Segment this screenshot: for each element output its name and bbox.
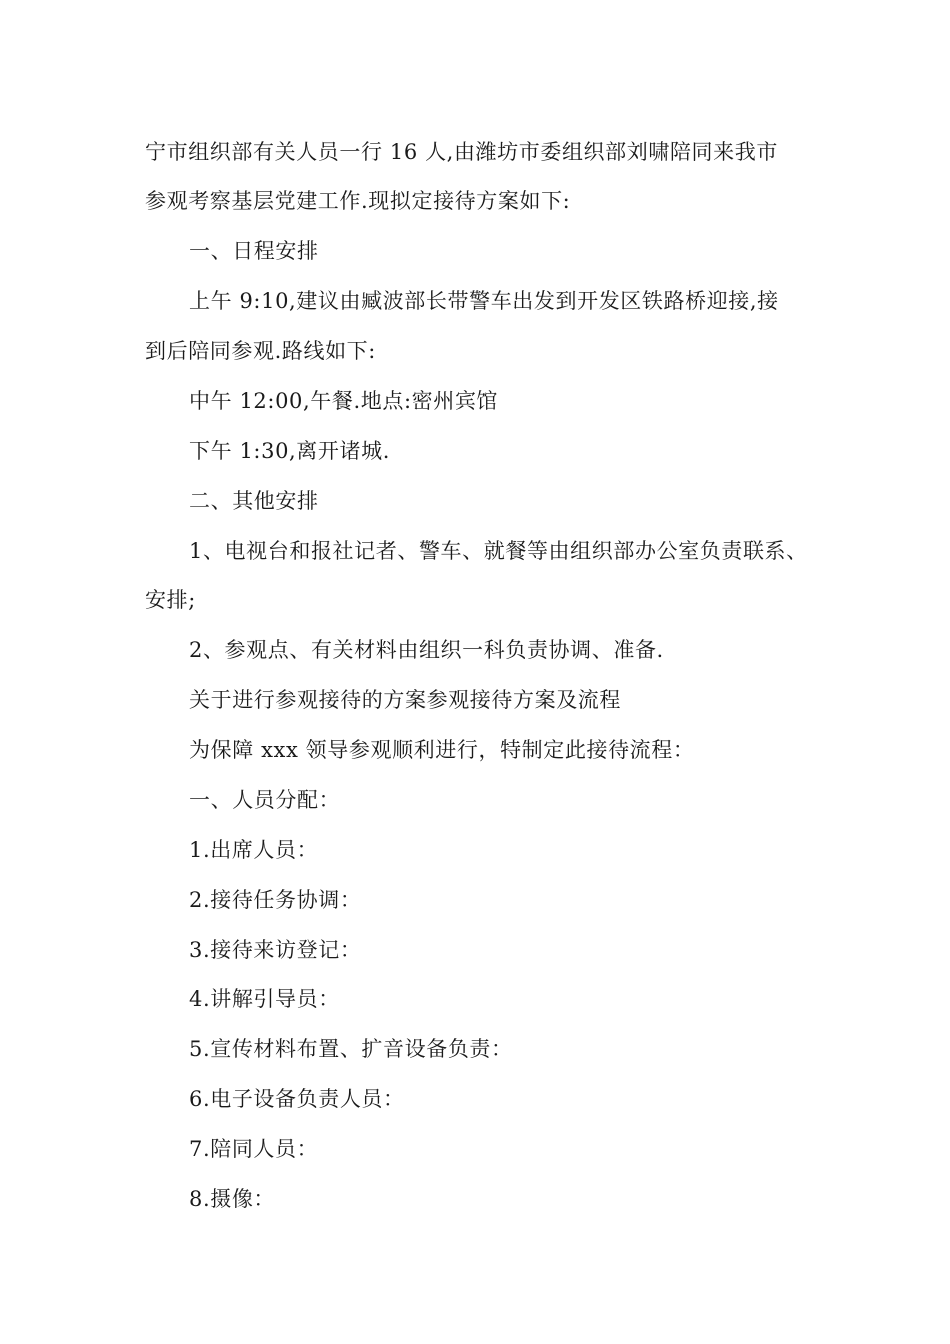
list-item: 8.摄像： bbox=[189, 1187, 276, 1211]
list-item: 1.出席人员： bbox=[189, 838, 319, 862]
section-heading-schedule: 一、日程安排 bbox=[189, 239, 319, 263]
paragraph-line-13: 为保障 xxx 领导参观顺利进行，特制定此接待流程： bbox=[189, 738, 695, 762]
paragraph-line-11: 2、参观点、有关材料由组织一科负责协调、准备. bbox=[189, 638, 664, 662]
paragraph-line-4: 上午 9:10,建议由臧波部长带警车出发到开发区铁路桥迎接,接 bbox=[189, 289, 779, 313]
list-item: 5.宣传材料布置、扩音设备负责： bbox=[189, 1037, 513, 1061]
paragraph-line-10: 安排; bbox=[145, 588, 196, 612]
paragraph-line-7: 下午 1:30,离开诸城. bbox=[189, 439, 390, 463]
list-item: 7.陪同人员： bbox=[189, 1137, 319, 1161]
list-item: 2.接待任务协调： bbox=[189, 888, 362, 912]
paragraph-line-2: 参观考察基层党建工作.现拟定接待方案如下: bbox=[145, 189, 571, 213]
list-item: 3.接待来访登记： bbox=[189, 938, 362, 962]
paragraph-line-6: 中午 12:00,午餐.地点:密州宾馆 bbox=[189, 389, 499, 413]
list-item: 4.讲解引导员： bbox=[189, 987, 340, 1011]
document-title-line: 关于进行参观接待的方案参观接待方案及流程 bbox=[189, 688, 621, 712]
paragraph-line-9: 1、电视台和报社记者、警车、就餐等由组织部办公室负责联系、 bbox=[189, 539, 808, 563]
paragraph-line-5: 到后陪同参观.路线如下: bbox=[145, 339, 376, 363]
paragraph-line-1: 宁市组织部有关人员一行 16 人,由潍坊市委组织部刘啸陪同来我市 bbox=[145, 140, 778, 164]
list-item: 6.电子设备负责人员： bbox=[189, 1087, 405, 1111]
section-heading-other: 二、其他安排 bbox=[189, 489, 319, 513]
section-heading-staffing: 一、人员分配： bbox=[189, 788, 341, 812]
